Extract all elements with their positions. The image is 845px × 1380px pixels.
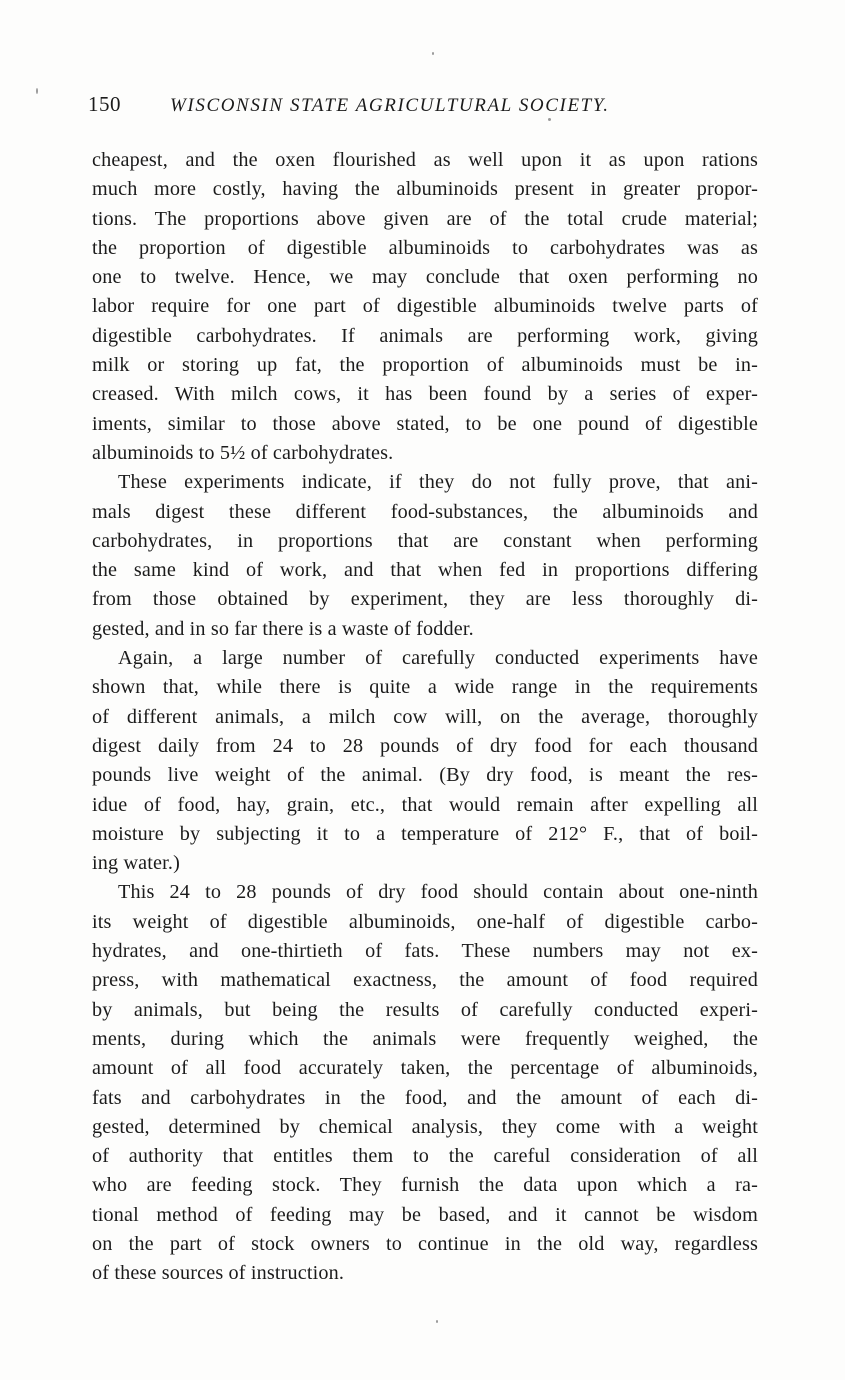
text-line: of different animals, a milch cow will, on the average, thoroughly (92, 705, 758, 728)
text-line: amount of all food accurately taken, the percentage of albuminoids, (92, 1057, 758, 1080)
text-line: idue of food, hay, grain, etc., that would remain after expelling all (92, 793, 758, 816)
text-line: moisture by subjecting it to a temperature of 212° F., that of boil- (92, 822, 758, 845)
text-line: digestible carbohydrates. If animals are performing work, giving (92, 324, 758, 347)
text-line: who are feeding stock. They furnish the data upon which a ra- (92, 1174, 758, 1197)
text-line: This 24 to 28 pounds of dry food should contain about one-ninth (118, 881, 758, 904)
text-line: one to twelve. Hence, we may conclude that oxen performing no (92, 266, 758, 289)
text-line: mals digest these different food-substances, the albuminoids and (92, 500, 758, 523)
text-line: of authority that entitles them to the careful consideration of all (92, 1145, 758, 1168)
text-line: gested, determined by chemical analysis, they come with a weight (92, 1115, 758, 1138)
text-line: shown that, while there is quite a wide range in the requirements (92, 676, 758, 699)
text-line: its weight of digestible albuminoids, one-half of digestible carbo- (92, 910, 758, 933)
text-line: from those obtained by experiment, they are less thoroughly di- (92, 588, 758, 611)
text-line: much more costly, having the albuminoids present in greater propor- (92, 178, 758, 201)
text-line: albuminoids to 5½ of carbohydrates. (92, 441, 394, 464)
page-header (88, 92, 688, 126)
body-text (92, 146, 758, 1289)
text-line: the proportion of digestible albuminoids to carbohydrates was as (92, 236, 758, 259)
text-line: Again, a large number of carefully conducted experiments have (118, 647, 758, 670)
text-line: pounds live weight of the animal. (By dry food, is meant the res- (92, 764, 758, 787)
text-line: ments, during which the animals were frequently weighed, the (92, 1027, 758, 1050)
text-line: hydrates, and one-thirtieth of fats. These numbers may not ex- (92, 940, 758, 963)
text-line: fats and carbohydrates in the food, and the amount of each di- (92, 1086, 758, 1109)
print-speck (436, 1320, 438, 1323)
text-line: by animals, but being the results of carefully conducted experi- (92, 998, 758, 1021)
text-line: digest daily from 24 to 28 pounds of dry food for each thousand (92, 734, 758, 757)
print-speck (432, 52, 434, 55)
text-line: of these sources of instruction. (92, 1262, 345, 1285)
paragraph-4 (92, 878, 758, 1288)
text-line: press, with mathematical exactness, the amount of food required (92, 969, 758, 992)
paragraph-2 (92, 468, 758, 644)
text-line: creased. With milch cows, it has been found by a series of exper- (92, 383, 758, 406)
page-number: 150 (88, 92, 121, 116)
print-speck (36, 88, 38, 94)
text-line: on the part of stock owners to continue in the old way, regardless (92, 1232, 758, 1255)
running-head: WISCONSIN STATE AGRICULTURAL SOCIETY. (170, 95, 610, 116)
text-line: cheapest, and the oxen flourished as well upon it as upon rations (92, 149, 758, 171)
text-line: tions. The proportions above given are of the total crude material; (92, 207, 758, 230)
text-line: These experiments indicate, if they do not fully prove, that ani- (118, 471, 758, 494)
text-line: milk or storing up fat, the proportion of albuminoids must be in- (92, 354, 758, 377)
text-line: ing water.) (92, 852, 180, 875)
text-line: tional method of feeding may be based, and it cannot be wisdom (92, 1203, 758, 1226)
paragraph-3 (92, 644, 758, 878)
text-line: the same kind of work, and that when fed in proportions differing (92, 559, 758, 582)
text-line: carbohydrates, in proportions that are constant when performing (92, 529, 758, 552)
text-line: iments, similar to those above stated, to be one pound of digestible (92, 412, 758, 435)
text-line: gested, and in so far there is a waste of fodder. (92, 617, 474, 640)
text-line: labor require for one part of digestible albuminoids twelve parts of (92, 295, 758, 318)
paragraph-1 (92, 146, 758, 468)
